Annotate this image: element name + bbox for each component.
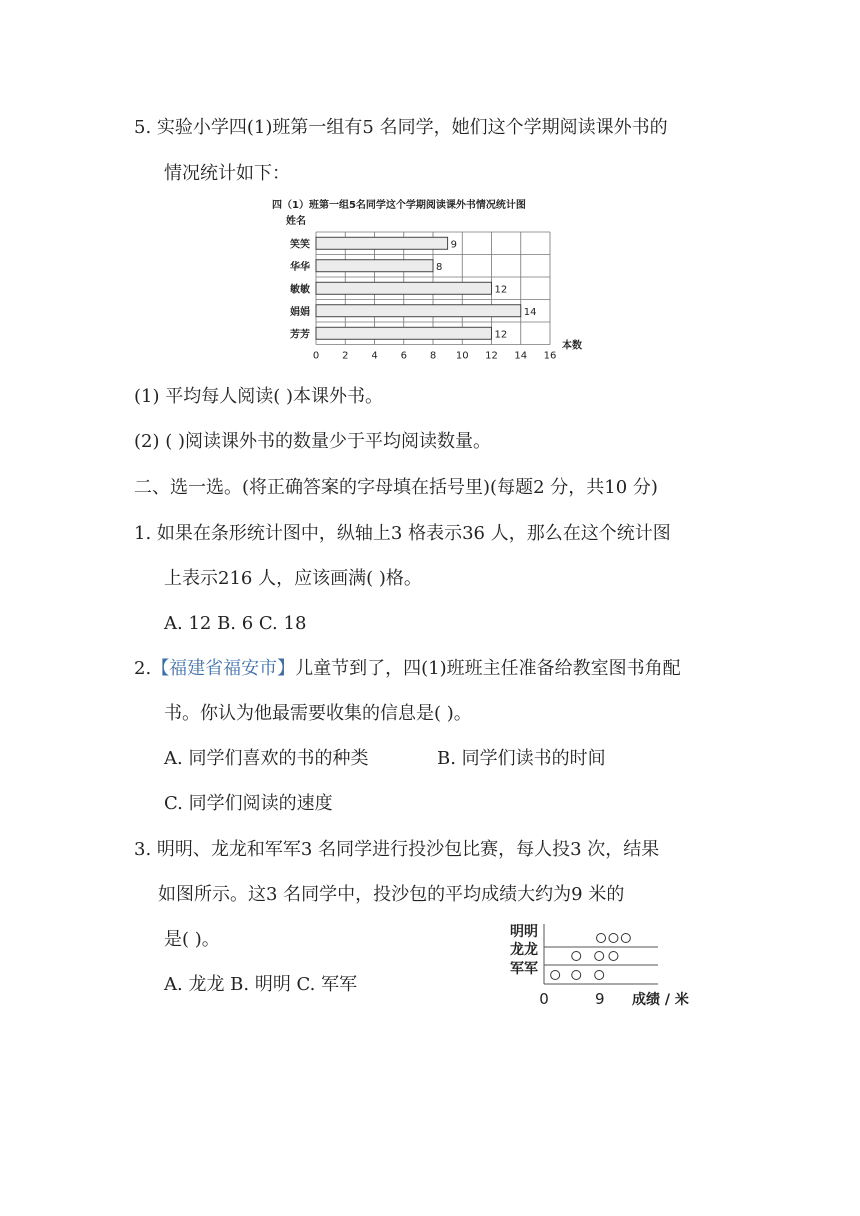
- q2-option-b: B. 同学们读书的时间: [437, 748, 606, 769]
- row-label: 龙龙: [510, 942, 538, 958]
- x-axis-label: 成绩 / 米: [632, 992, 689, 1008]
- q2-source-tag: 【福建省福安市】: [151, 658, 296, 679]
- q2-line1-text: 儿童节到了，四(1)班班主任准备给教室图书角配: [295, 658, 681, 679]
- bar-value-label: 8: [436, 261, 443, 273]
- bar-value-label: 12: [494, 284, 508, 296]
- bar-value-label: 12: [494, 329, 508, 341]
- q2-number: 2.: [134, 658, 152, 679]
- q1-line1: 1. 如果在条形统计图中，纵轴上3 格表示36 人，那么在这个统计图: [134, 523, 671, 544]
- data-point: [621, 934, 630, 943]
- x-tick-label: 16: [543, 350, 557, 362]
- q1-options: A. 12 B. 6 C. 18: [164, 613, 307, 634]
- data-point: [597, 934, 606, 943]
- bar: [316, 282, 492, 294]
- bar: [316, 305, 521, 317]
- data-point: [609, 934, 618, 943]
- category-label: 笑笑: [290, 239, 310, 251]
- x-tick-label: 9: [595, 990, 605, 1008]
- data-point: [551, 971, 560, 980]
- x-tick-label: 0: [539, 990, 549, 1008]
- category-label: 敏敏: [290, 284, 310, 296]
- bar: [316, 237, 448, 249]
- q5-line1: 5. 实验小学四(1)班第一组有5 名同学，她们这个学期阅读课外书的: [134, 117, 668, 138]
- x-tick-label: 4: [371, 350, 378, 362]
- q3-line3: 是( )。: [164, 929, 220, 950]
- data-point: [609, 952, 618, 961]
- x-tick-label: 6: [400, 350, 407, 362]
- x-tick-label: 14: [514, 350, 528, 362]
- bar: [316, 327, 492, 339]
- q3-line1: 3. 明明、龙龙和军军3 名同学进行投沙包比赛，每人投3 次，结果: [134, 839, 660, 860]
- q2-line2: 书。你认为他最需要收集的信息是( )。: [164, 703, 472, 724]
- x-tick-label: 10: [455, 350, 469, 362]
- x-tick-label: 2: [342, 350, 349, 362]
- category-label: 华华: [290, 261, 310, 273]
- category-label: 芳芳: [290, 329, 310, 341]
- row-label: 明明: [510, 924, 538, 940]
- q2-line1: [134, 656, 681, 682]
- bar: [316, 260, 433, 272]
- x-axis-label: 本数: [562, 340, 582, 352]
- x-tick-label: 12: [485, 350, 498, 362]
- reading-bar-chart: [270, 210, 590, 390]
- bar-value-label: 9: [450, 239, 457, 251]
- x-tick-label: 0: [312, 350, 320, 362]
- q5-sub1: (1) 平均每人阅读( )本课外书。: [134, 386, 383, 407]
- q2-option-a: A. 同学们喜欢的书的种类: [164, 748, 369, 769]
- section-2-heading: 二、选一选。(将正确答案的字母填在括号里)(每题2 分，共10 分): [134, 477, 658, 498]
- y-axis-label: 姓名: [286, 216, 306, 227]
- row-label: 军军: [510, 961, 538, 977]
- bar-value-label: 14: [523, 306, 537, 318]
- q5-line2: 情况统计如下：: [164, 163, 290, 184]
- q3-line2: 如图所示。这3 名同学中，投沙包的平均成绩大约为9 米的: [158, 884, 625, 905]
- bar-chart-title: 四（1）班第一组5名同学这个学期阅读课外书情况统计图: [272, 200, 526, 211]
- data-point: [595, 952, 604, 961]
- q1-line2: 上表示216 人，应该画满( )格。: [164, 568, 422, 589]
- q5-sub2: (2) ( )阅读课外书的数量少于平均阅读数量。: [134, 431, 491, 452]
- data-point: [572, 971, 581, 980]
- data-point: [572, 952, 581, 961]
- q3-options: A. 龙龙 B. 明明 C. 军军: [164, 974, 358, 995]
- category-label: 娟娟: [290, 306, 310, 318]
- throw-dot-chart: [498, 920, 718, 1010]
- q2-option-c: C. 同学们阅读的速度: [164, 793, 333, 814]
- x-tick-label: 8: [429, 350, 437, 362]
- data-point: [595, 971, 604, 980]
